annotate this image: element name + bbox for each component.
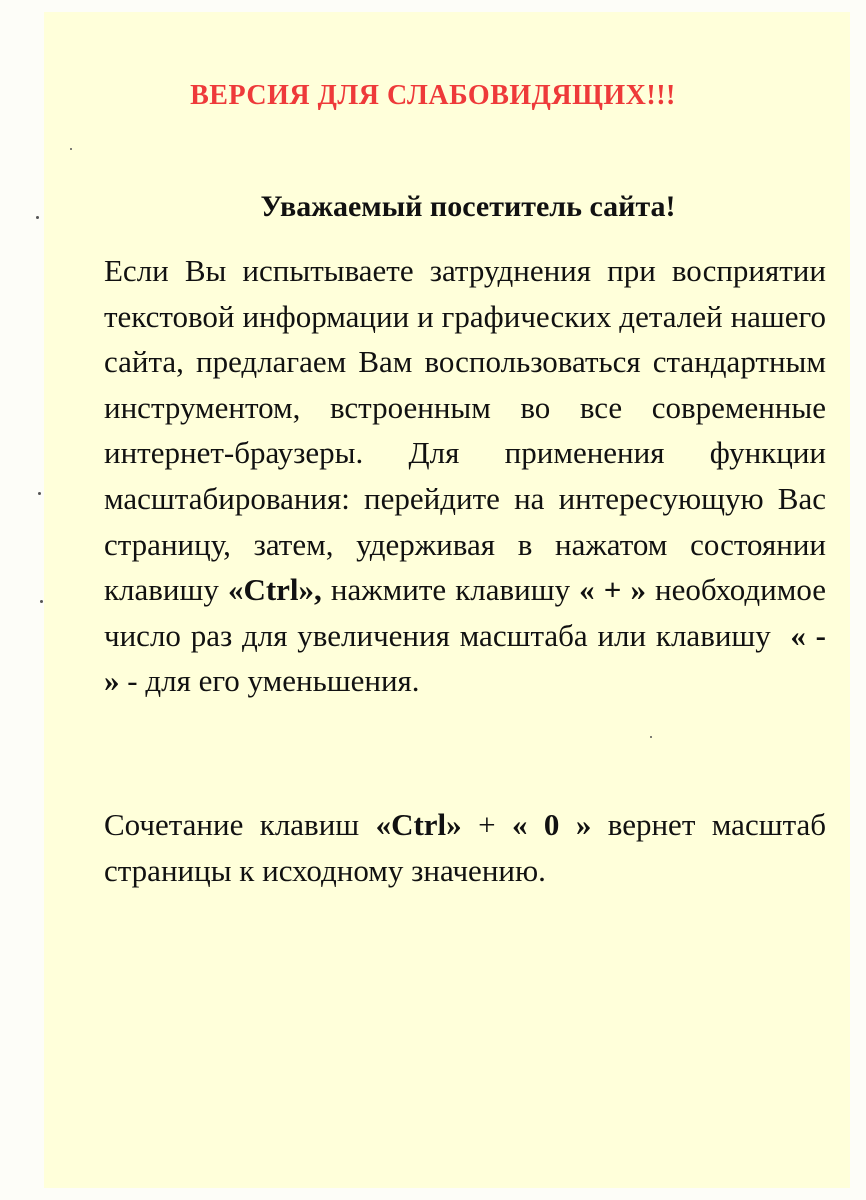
reset-prefix-text: Сочетание клавиш [104, 807, 360, 842]
scan-speck [38, 492, 41, 495]
scan-speck [70, 148, 72, 150]
instructions-after-plus-text: необходимое число раз для увеличения масштаба или клавишу [104, 572, 826, 653]
reset-suffix-text: вернет масштаб страницы к исходному значению. [104, 807, 827, 888]
scan-speck [650, 736, 652, 738]
minus-key-label: « - » [104, 617, 827, 699]
zoom-instructions-paragraph [104, 248, 826, 704]
low-vision-banner: ВЕРСИЯ ДЛЯ СЛАБОВИДЯЩИХ!!! [190, 80, 676, 111]
greeting-heading: Уважаемый посетитель сайта! [260, 190, 676, 223]
scan-speck [36, 216, 39, 219]
instructions-after-minus-text: - для его уменьшения. [127, 663, 420, 699]
plus-key-label: « + » [579, 572, 646, 608]
scan-speck [40, 600, 43, 603]
reset-ctrl-key-label: «Ctrl» [375, 807, 462, 842]
zoom-reset-paragraph [104, 802, 826, 893]
reset-plus-sign: + [478, 807, 496, 842]
ctrl-key-label: «Ctrl», [227, 572, 322, 608]
zero-key-label: « 0 » [512, 807, 592, 842]
instructions-intro-text: Если Вы испытываете затруднения при восприятии текстовой информации и графических деталей нашего сайта, предлагаем Вам воспользоваться стандартным инструментом, встроенным во все современные интернет-браузеры. Для применения функции масштабирования: перейдите на интересующую Вас страницу, затем, удерживая в нажатом состоянии клавишу [104, 253, 826, 608]
instructions-middle-text: нажмите клавишу [330, 572, 571, 608]
